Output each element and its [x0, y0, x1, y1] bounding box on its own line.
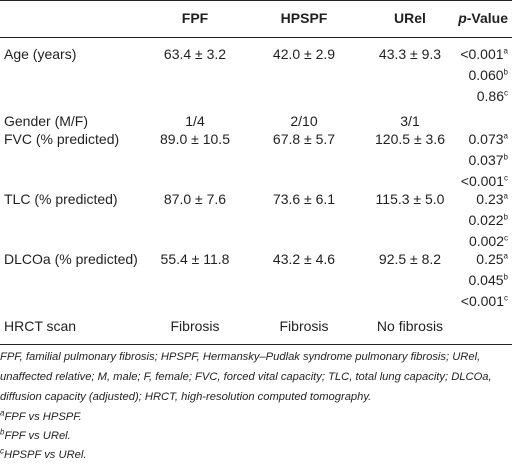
header-rule — [0, 37, 512, 38]
pvalue-dlcoa: 0.25$^a$ 0.045$^b$ <0.001$^c$ — [460, 251, 508, 309]
cell-hrct-fpf: Fibrosis — [170, 318, 220, 334]
footnote-c: $^c$HPSPF vs URel. — [0, 446, 87, 461]
header-hpspf: HPSPF — [280, 10, 328, 26]
pvalue-tlc: 0.23$^a$ 0.022$^b$ 0.002$^c$ — [468, 191, 508, 249]
cell-tlc-hpspf: 73.6 ± 6.1 — [272, 191, 336, 207]
row-label-fvc: FVC (% predicted) — [4, 131, 120, 147]
top-rule — [0, 0, 512, 1]
header-p-rest: -Value — [466, 10, 508, 26]
bottom-rule — [0, 344, 512, 345]
cell-fvc-hpspf: 67.8 ± 5.7 — [272, 131, 336, 147]
cell-fvc-fpf: 89.0 ± 10.5 — [160, 131, 230, 147]
header-fpf: FPF — [181, 10, 209, 26]
cell-gender-hpspf: 2/10 — [290, 113, 318, 129]
cell-gender-urel: 3/1 — [400, 113, 420, 129]
header-urel: URel — [394, 10, 426, 26]
cell-dlcoa-hpspf: 43.2 ± 4.6 — [272, 251, 336, 267]
row-label-hrct: HRCT scan — [4, 318, 77, 334]
pvalue-age: <0.001$^a$ 0.060$^b$ 0.86$^c$ — [460, 46, 508, 104]
cell-gender-fpf: 1/4 — [185, 113, 205, 129]
header-p-value — [458, 10, 508, 27]
table-footnote: FPF, familial pulmonary fibrosis; HPSPF, Hermansky–Pudlak syndrome pulmonary fibrosis; URel, unaffected relative; M, male; F, female; FVC, forced vital capacity; TLC, total lung capacity; DLCOa, diffusion capacity (adjusted); HRCT, high-resolution computed tomography. — [0, 351, 492, 403]
pvalue-fvc: 0.073$^a$ 0.037$^b$ <0.001$^c$ — [460, 131, 508, 189]
cell-dlcoa-fpf: 55.4 ± 11.8 — [160, 251, 230, 267]
cell-hrct-hpspf: Fibrosis — [279, 318, 329, 334]
cell-tlc-fpf: 87.0 ± 7.6 — [163, 191, 227, 207]
row-label-age: Age (years) — [4, 46, 77, 62]
row-label-dlcoa: DLCOa (% predicted) — [4, 251, 138, 267]
cell-age-fpf: 63.4 ± 3.2 — [163, 46, 227, 62]
cell-age-urel: 43.3 ± 9.3 — [378, 46, 442, 62]
row-label-gender: Gender (M/F) — [4, 113, 89, 129]
footnote-b: $^b$FPF vs URel. — [0, 427, 71, 442]
header-p-italic: p — [458, 10, 467, 26]
cell-fvc-urel: 120.5 ± 3.6 — [375, 131, 445, 147]
cell-dlcoa-urel: 92.5 ± 8.2 — [378, 251, 442, 267]
footnote-a: $^a$FPF vs HPSPF. — [0, 408, 82, 423]
cell-tlc-urel: 115.3 ± 5.0 — [375, 191, 445, 207]
cell-hrct-urel: No fibrosis — [376, 318, 444, 334]
row-label-tlc: TLC (% predicted) — [4, 191, 118, 207]
cell-age-hpspf: 42.0 ± 2.9 — [272, 46, 336, 62]
